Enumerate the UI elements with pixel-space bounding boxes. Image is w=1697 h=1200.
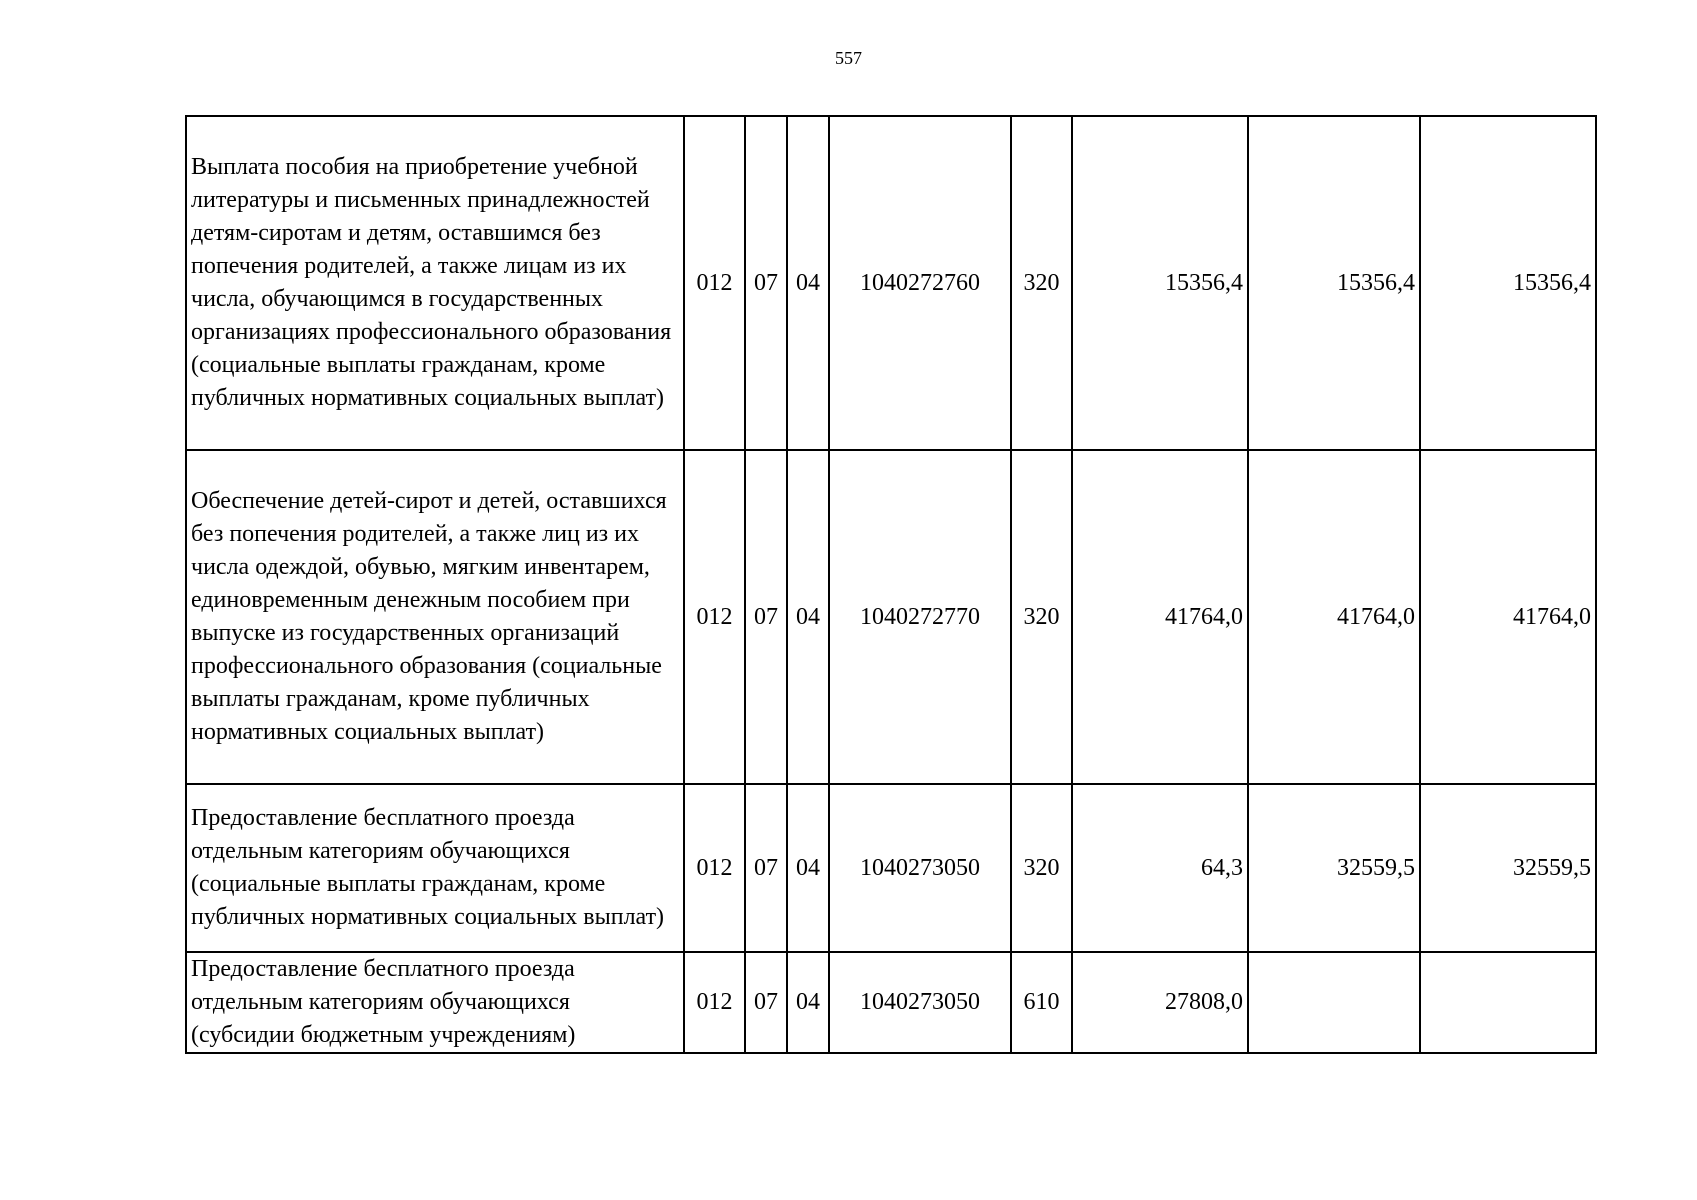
expense-name-cell: Обеспечение детей-сирот и детей, оставшихся без попечения родителей, а также лиц из их числа одеждой, обувью, мягким инвентарем, единовременным денежным пособием при выпуске из государственных организаций профессионального образования (социальные выплаты гражданам, кроме публичных нормативных социальных выплат) — [186, 450, 684, 784]
amount-cell-3: 41764,0 — [1420, 450, 1596, 784]
section-code-cell: 07 — [745, 450, 787, 784]
section-code-cell: 07 — [745, 116, 787, 450]
subsection-code-cell: 04 — [787, 450, 829, 784]
amount-cell-1: 27808,0 — [1072, 952, 1248, 1053]
table-row — [186, 784, 1596, 952]
expense-type-cell: 320 — [1011, 450, 1072, 784]
ministry-code-cell: 012 — [684, 952, 745, 1053]
expense-type-cell: 610 — [1011, 952, 1072, 1053]
page-number: 557 — [835, 48, 862, 68]
target-article-cell: 1040272770 — [829, 450, 1011, 784]
amount-cell-1: 15356,4 — [1072, 116, 1248, 450]
amount-cell-2: 41764,0 — [1248, 450, 1420, 784]
table-row — [186, 116, 1596, 450]
subsection-code-cell: 04 — [787, 784, 829, 952]
table-row — [186, 952, 1596, 1053]
table-row — [186, 450, 1596, 784]
expense-name-cell: Выплата пособия на приобретение учебной литературы и письменных принадлежностей детям-сиротам и детям, оставшимся без попечения родителей, а также лицам из их числа, обучающимся в государственных организациях профессионального образования (социальные выплаты гражданам, кроме публичных нормативных социальных выплат) — [186, 116, 684, 450]
target-article-cell: 1040273050 — [829, 952, 1011, 1053]
expense-name-cell: Предоставление бесплатного проезда отдельным категориям обучающихся (социальные выплаты гражданам, кроме публичных нормативных социальных выплат) — [186, 784, 684, 952]
amount-cell-1: 64,3 — [1072, 784, 1248, 952]
subsection-code-cell: 04 — [787, 116, 829, 450]
expense-name-cell: Предоставление бесплатного проезда отдельным категориям обучающихся (субсидии бюджетным учреждениям) — [186, 952, 684, 1053]
budget-table — [185, 115, 1597, 1054]
ministry-code-cell: 012 — [684, 450, 745, 784]
ministry-code-cell: 012 — [684, 116, 745, 450]
amount-cell-2 — [1248, 952, 1420, 1053]
expense-type-cell: 320 — [1011, 784, 1072, 952]
amount-cell-3: 15356,4 — [1420, 116, 1596, 450]
amount-cell-2: 32559,5 — [1248, 784, 1420, 952]
ministry-code-cell: 012 — [684, 784, 745, 952]
amount-cell-3 — [1420, 952, 1596, 1053]
target-article-cell: 1040273050 — [829, 784, 1011, 952]
section-code-cell: 07 — [745, 952, 787, 1053]
expense-type-cell: 320 — [1011, 116, 1072, 450]
amount-cell-1: 41764,0 — [1072, 450, 1248, 784]
amount-cell-2: 15356,4 — [1248, 116, 1420, 450]
amount-cell-3: 32559,5 — [1420, 784, 1596, 952]
section-code-cell: 07 — [745, 784, 787, 952]
subsection-code-cell: 04 — [787, 952, 829, 1053]
target-article-cell: 1040272760 — [829, 116, 1011, 450]
